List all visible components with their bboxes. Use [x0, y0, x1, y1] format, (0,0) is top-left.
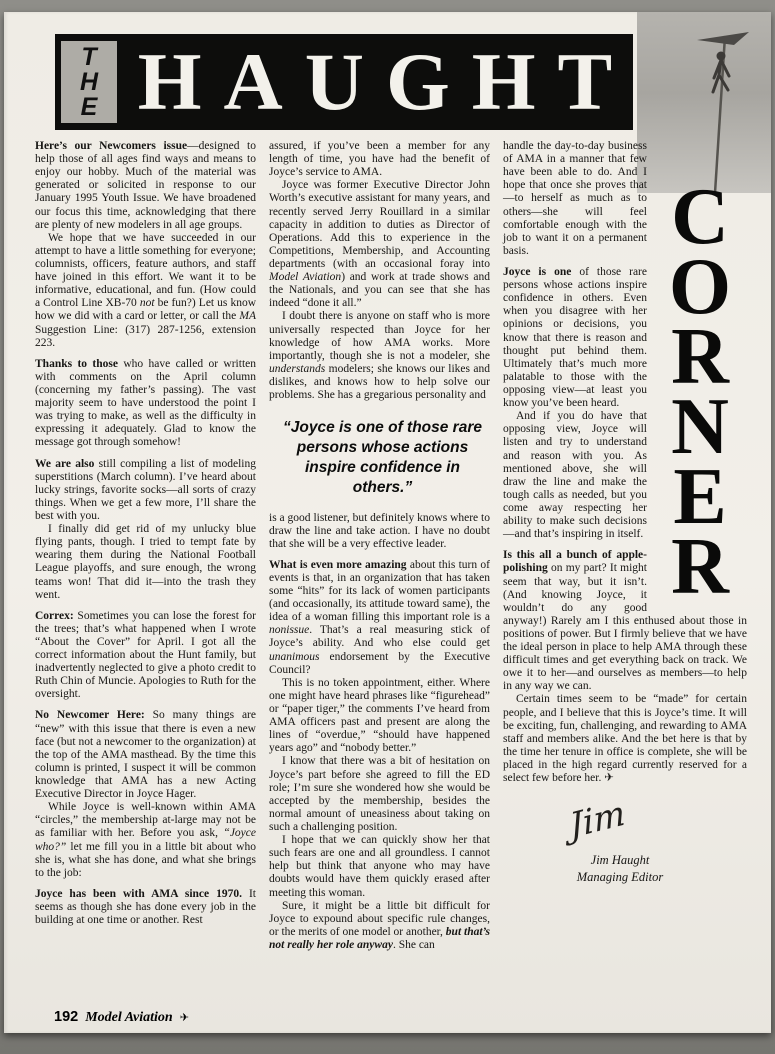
- letter: E: [80, 92, 98, 121]
- letter: R: [671, 523, 729, 611]
- paragraph: While Joyce is well-known within AMA “circles,” the membership at-large may not be as familiar with her. Before you ask, “Joyce who?” let me fill you in a little bit about who she is, what she has done, and what she brings to the job:: [35, 801, 256, 879]
- signature-script: Jim: [567, 793, 627, 848]
- letter: O: [668, 243, 732, 331]
- signature-name: Jim Haught: [590, 853, 650, 867]
- letter: R: [671, 313, 729, 401]
- paragraph: Is this all a bunch of apple-polishing on my part? It might seem that way, but it isn’t. (And knowing Joyce, it wouldn’t do any good anyway!) Rarely am I this enthused about those in positions of power. But I firmly believe that we have the ideal person in place to help AMA through these difficult times and get everything back on track. We owe it to her—and ourselves as members—to help in any way we can.: [503, 549, 747, 693]
- paragraph: I finally did get rid of my unlucky blue flying pants, though. I tried to tempt fate by wearing them during the National Football League playoffs, and sure enough, the wrong teams won! That did it—into the trash they went.: [35, 523, 256, 601]
- page-footer: [54, 1009, 189, 1026]
- paragraph: Here’s our Newcomers issue—designed to help those of all ages find ways and means to enjoy our hobby. Much of the material was generated or solicited in response to our January 1995 Youth Issue. We have broadened our focus this time, acknowledging that there are plenty of new modelers in all age groups.: [35, 140, 257, 231]
- paragraph: I know that there was a bit of hesitation on Joyce’s part before she agreed to fill the ED role; I’m sure she wondered how she would be accepted by the membership, besides the normal amount of uneasiness about taking on such a challenging position.: [269, 755, 490, 834]
- paragraph: Joyce has been with AMA since 1970. It seems as though she has done every job in the building at one time or another. Rest: [35, 887, 256, 927]
- paragraph: Thanks to those who have called or written with comments on the April column (concerning my father’s passing). The vast majority seem to have understood the point I was trying to make, as well as the difficulty in expressing it adequately. Glad to know the message got through somehow!: [35, 357, 257, 449]
- paragraph: This is no token appointment, either. Where one might have heard phrases like “figurehead” or “paper tiger,” the comments I’ve heard from AMA officers past and present are along the lines of “overdue,” “should have happened years ago” and “nobody better.”: [269, 676, 490, 755]
- signature-block: [503, 793, 747, 886]
- paragraph: Joyce is one of those rare persons whose actions inspire confidence in others. Even when you disagree with her opinions or decisions, you know that there is reason and thought put behind them. Ultimately that’s much more palatable to those with the opposing view—at least you know you’ve been heard.: [503, 265, 647, 410]
- header-banner: [55, 34, 633, 130]
- airplane-icon: ✈: [179, 1012, 189, 1024]
- letter: N: [671, 383, 729, 471]
- paragraph: Sure, it might be a little bit difficult for Joyce to expound about specific rule changes, or the merits of one model or another, but that’s not really her role anyway. She can: [269, 899, 491, 951]
- column-2: [269, 140, 490, 952]
- paragraph: And if you do have that opposing view, Joyce will listen and try to understand and reason with you. As mentioned above, she will draw the line and make the tough calls as needed, but you come away respecting her ability to make such decisions—and that’s inspiring in itself.: [503, 410, 647, 541]
- letter: E: [673, 453, 727, 541]
- kicker-the: [61, 41, 117, 123]
- paragraph: No Newcomer Here: So many things are “new” with this issue that there is even a new face (but not a newcomer to the organization) at the top of the AMA masthead. By the time this column is printed, I suspect it will be common knowledge that AMA has a new Acting Executive Director in Joyce Hager.: [35, 709, 256, 801]
- paragraph: We are also still compiling a list of modeling superstitions (March column). I’ve heard about lucky strings, favorite socks—all sorts of crazy things. When we get a few more, I’ll share the best with you.: [35, 457, 256, 522]
- column-3: [503, 140, 747, 952]
- column-1: [35, 140, 256, 952]
- paragraph: handle the day-to-day business of AMA in a manner that few have been able to do. And I hope that once she proves that—to herself as much as to others—she will feel comfortable enough with the job to want it on a permanent basis.: [503, 140, 647, 257]
- pull-quote: “Joyce is one of those rare persons whose actions inspire confidence in others.”: [283, 419, 482, 496]
- paragraph: is a good listener, but definitely knows where to draw the line and take action. I have no doubt that she will be a very effective leader.: [269, 511, 490, 550]
- footer-magazine-title: Model Aviation: [85, 1010, 173, 1025]
- corner-vertical-title: [653, 140, 747, 611]
- magazine-page: [4, 12, 771, 1033]
- page-title: HAUGHT: [137, 36, 635, 127]
- paragraph: I doubt there is anyone on staff who is more universally respected than Joyce for her knowledge of how AMA works. More importantly, though she is not a modeler, she understands modelers; she knows our likes and dislikes, and knows how to help solve our problems. She has a gregarious personality and: [269, 310, 490, 402]
- paragraph: We hope that we have succeeded in our attempt to have a little something for everyone; columnists, officers, feature authors, and staff have joined in this effort. We want it to be informative, educational, and fun. (How could a Control Line XB-70 not be fun?) Let us know how we did with a card or letter, or call the MA Suggestion Line: (317) 287-1256, extension 223.: [35, 231, 256, 349]
- article-columns: [35, 140, 747, 952]
- signature-title: Managing Editor: [576, 869, 664, 884]
- paragraph: What is even more amazing about this turn of events is that, in an organization that has taken some “hits” for its lack of women participants (and occasionally, its attitude toward same), the idea of a woman filling this important role is a nonissue. That’s a real measuring stick of Joyce’s ability. And who else could get unanimous endorsement by the Executive Council?: [269, 558, 490, 676]
- letter: H: [79, 67, 99, 96]
- paragraph: assured, if you’ve been a member for any length of time, you have had the benefit of Joyce’s service to AMA.: [269, 140, 490, 179]
- footer-page-number: 192: [54, 1009, 79, 1025]
- paragraph: Certain times seem to be “made” for certain people, and I believe that this is Joyce’s time. It will be exciting, fun, challenging, and rewarding to AMA staff and members alike. And the bet here is that by the time her tenure in office is complete, she will be placed in the high regard currently reserved for a select few before her. ✈: [503, 693, 747, 785]
- paragraph: Correx: Sometimes you can lose the forest for the trees; that’s what happened when I wrote “About the Cover” for April. I got all the correct information about the Hunt family, but inadvertently neglected to give a photo credit to Ruth Chin of Muncie. Apologies to Ruth for the oversight.: [35, 609, 256, 701]
- paragraph: I hope that we can quickly show her that such fears are one and all groundless. I cannot help but think that anyone who may have doubts would have them quickly erased after meeting this woman.: [269, 834, 490, 899]
- letter: C: [671, 173, 729, 261]
- paragraph: Joyce was former Executive Director John Worth’s executive assistant for many years, and recently served Jerry Rouillard in a similar capacity in addition to duties as Director of Operations. Add this to experience in the Competitions, Membership, and Accounting departments (with an occasional foray into Model Aviation) and work at trade shows and the Nationals, and you can see that she has indeed “done it all.”: [269, 179, 490, 310]
- letter: T: [81, 42, 97, 71]
